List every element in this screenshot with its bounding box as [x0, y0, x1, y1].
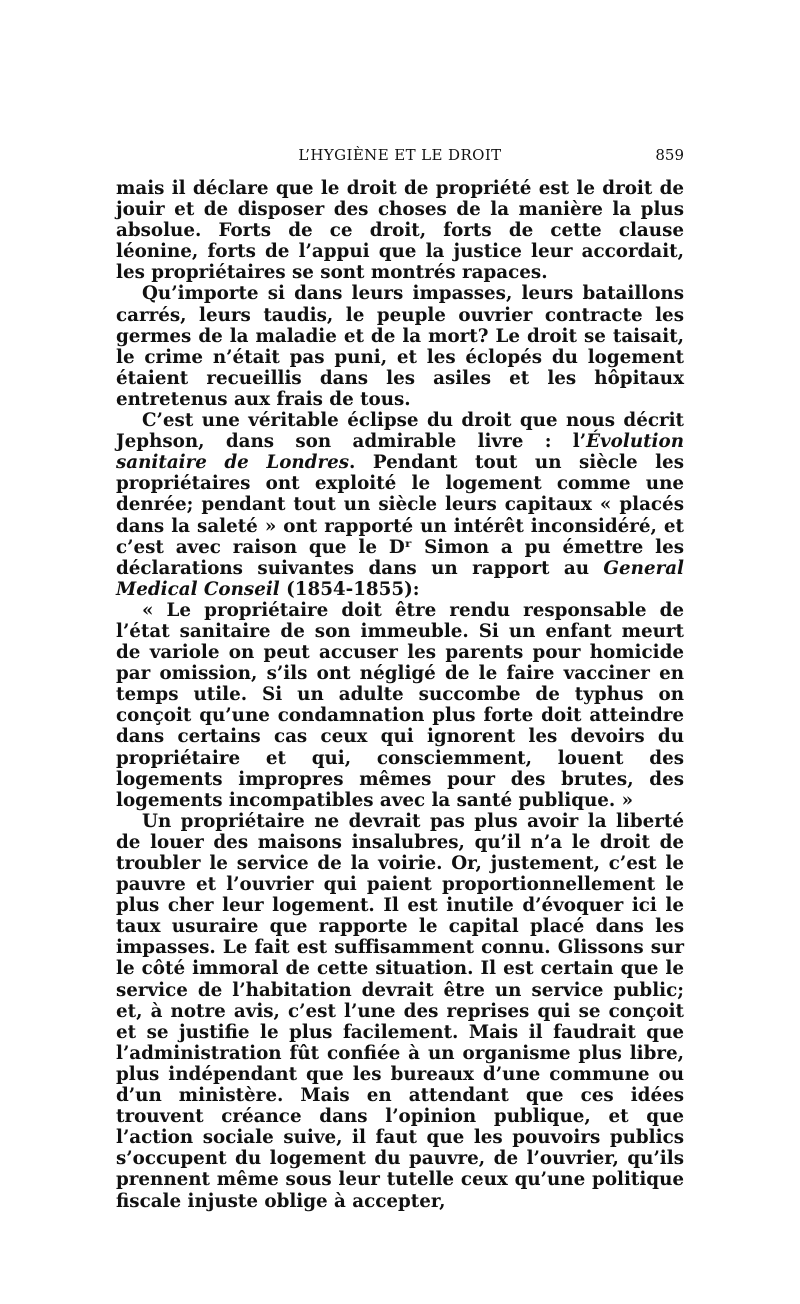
text-run: . Pendant tout un siècle les propriétaires ont exploité le logement comme une denrée; pendant tout un siècle leurs capitaux « placés dans la saleté » ont rapporté un intérêt inconsidéré, et c’est avec raison que le Dʳ Simon a pu émettre les déclarations suivantes dans un rapport au: [116, 452, 684, 579]
text-run: Qu’importe si dans leurs impasses, leurs bataillons carrés, leurs taudis, le peuple ouvrier contracte les germes de la maladie et de la mort? Le droit se taisait, le crime n’était pas puni, et les éclopés du logement étaient recueillis dans les asiles et les hôpitaux entretenus aux frais de tous.: [116, 283, 684, 410]
running-title: L’HYGIÈNE ET LE DROIT: [298, 146, 502, 164]
text-run: Un propriétaire ne devrait pas plus avoir la liberté de louer des maisons insalubres, qu’il n’a le droit de troubler le service de la voirie. Or, justement, c’est le pauvre et l’ouvrier qui paient proportionnellement le plus cher leur logement. Il est inutile d’évoquer ici le taux usuraire que rapporte le capital placé dans les impasses. Le fait est suffisamment connu. Glissons sur le côté immoral de cette situation. Il est certain que le service de l’habitation devrait être un service public; et, à notre avis, c’est l’une des reprises qui se conçoit et se justifie le plus facilement. Mais il faudrait que l’administration fût confiée à un organisme plus libre, plus indépendant que les bureaux d’une commune ou d’un ministère. Mais en attendant que ces idées trouvent créance dans l’opinion publique, et que l’action sociale suive, il faut que les pouvoirs publics s’occupent du logement du pauvre, de l’ouvrier, qu’ils prennent même sous leur tutelle ceux qu’une politique fiscale injuste oblige à accepter,: [116, 810, 684, 1212]
running-head: [116, 146, 684, 168]
body-text: [116, 178, 684, 1212]
paragraph: [116, 811, 684, 1212]
text-run: (1854-1855):: [279, 578, 420, 600]
quotation-paragraph: [116, 600, 684, 811]
council-name: General Medical Conseil: [116, 557, 684, 600]
paragraph: [116, 283, 684, 410]
paragraph: [116, 178, 684, 283]
text-run: « Le propriétaire doit être rendu responsable de l’état sanitaire de son immeuble. Si un enfant meurt de variole on peut accuser les parents pour homicide par omission, s’ils ont négligé de le faire vacciner en temps utile. Si un adulte succombe de typhus on conçoit qu’une condamnation plus forte doit atteindre dans certains cas ceux qui ignorent les devoirs du propriétaire et qui, consciemment, louent des logements impropres mêmes pour des brutes, des logements incompatibles avec la santé publique. »: [116, 599, 684, 811]
text-run: mais il déclare que le droit de propriété est le droit de jouir et de disposer des choses de la manière la plus absolue. Forts de ce droit, forts de cette clause léonine, forts de l’appui que la justice leur accordait, les propriétaires se sont montrés rapaces.: [116, 178, 684, 284]
book-title: Évolution sanitaire de Londres: [116, 431, 684, 474]
paragraph: [116, 410, 684, 600]
text-run: C’est une véritable éclipse du droit que nous décrit Jephson, dans son admirable livre : l’: [116, 410, 684, 453]
page-number: 859: [655, 146, 684, 164]
